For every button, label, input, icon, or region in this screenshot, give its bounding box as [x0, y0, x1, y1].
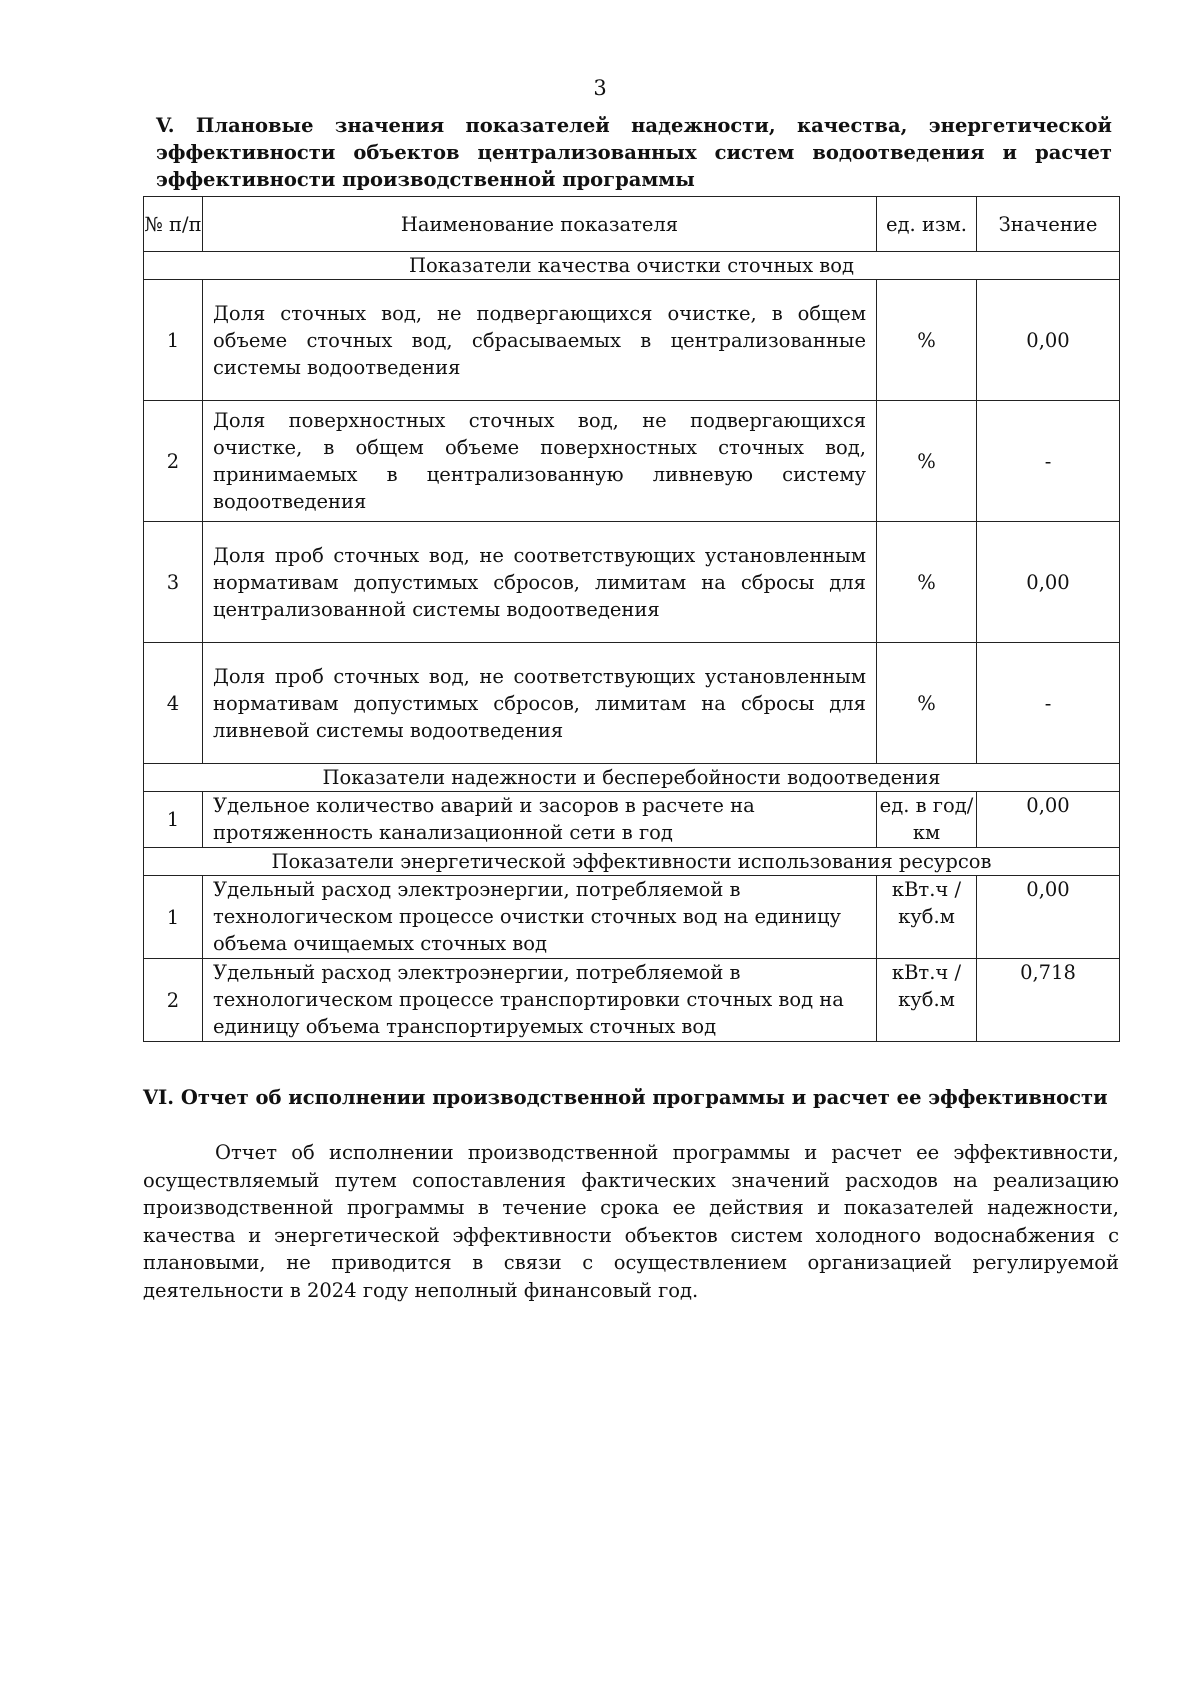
table-row [144, 792, 1120, 848]
row-name: Доля проб сточных вод, не соответствующих установленным нормативам допустимых сбросов, лимитам на сбросы для централизованной системы водоотведения [203, 522, 877, 643]
row-name: Доля проб сточных вод, не соответствующих установленным нормативам допустимых сбросов, лимитам на сбросы для ливневой системы водоотведения [203, 643, 877, 764]
header-num: № п/п [144, 197, 203, 252]
header-value: Значение [977, 197, 1120, 252]
table-row [144, 401, 1120, 522]
row-unit: кВт.ч / куб.м [877, 959, 977, 1042]
row-num: 3 [144, 522, 203, 643]
page-number: 3 [593, 76, 607, 100]
row-value: 0,718 [977, 959, 1120, 1042]
row-value: 0,00 [977, 280, 1120, 401]
section-vi-paragraph: Отчет об исполнении производственной программы и расчет ее эффективности, осуществляемый путем сопоставления фактических значений расходов на реализацию производственной программы в течение срока ее действия и показателей надежности, качества и энергетической эффективности объектов систем холодного водоснабжения с плановыми, не приводится в связи с осуществлением организацией регулируемой деятельности в 2024 году неполный финансовый год. [143, 1141, 1119, 1302]
group-row [144, 764, 1120, 792]
section-vi-title: VI. Отчет об исполнении производственной программы и расчет ее эффективности [143, 1086, 1108, 1109]
table-row [144, 280, 1120, 401]
row-value: 0,00 [977, 876, 1120, 959]
group-row [144, 252, 1120, 280]
row-name: Удельный расход электроэнергии, потребляемой в технологическом процессе очистки сточных вод на единицу объема очищаемых сточных вод [203, 876, 877, 959]
row-value: 0,00 [977, 792, 1120, 848]
table-row [144, 643, 1120, 764]
row-unit: % [877, 401, 977, 522]
row-value: - [977, 401, 1120, 522]
group-title: Показатели качества очистки сточных вод [144, 252, 1120, 280]
row-num: 1 [144, 792, 203, 848]
row-unit: кВт.ч / куб.м [877, 876, 977, 959]
row-num: 2 [144, 959, 203, 1042]
row-unit: ед. в год/ км [877, 792, 977, 848]
table-row [144, 959, 1120, 1042]
row-name: Удельное количество аварий и засоров в расчете на протяженность канализационной сети в год [203, 792, 877, 848]
row-name: Доля сточных вод, не подвергающихся очистке, в общем объеме сточных вод, сбрасываемых в централизованные системы водоотведения [203, 280, 877, 401]
group-row [144, 848, 1120, 876]
indicators-table [143, 196, 1120, 1042]
row-unit: % [877, 280, 977, 401]
group-title: Показатели надежности и бесперебойности водоотведения [144, 764, 1120, 792]
table-header-row [144, 197, 1120, 252]
row-name: Доля поверхностных сточных вод, не подвергающихся очистке, в общем объеме поверхностных сточных вод, принимаемых в централизованную ливневую систему водоотведения [203, 401, 877, 522]
row-name: Удельный расход электроэнергии, потребляемой в технологическом процессе транспортировки сточных вод на единицу объема транспортируемых сточных вод [203, 959, 877, 1042]
row-num: 2 [144, 401, 203, 522]
table-row [144, 522, 1120, 643]
table-row [144, 876, 1120, 959]
row-value: - [977, 643, 1120, 764]
group-title: Показатели энергетической эффективности использования ресурсов [144, 848, 1120, 876]
header-name: Наименование показателя [203, 197, 877, 252]
header-unit: ед. изм. [877, 197, 977, 252]
row-num: 1 [144, 876, 203, 959]
row-value: 0,00 [977, 522, 1120, 643]
row-num: 4 [144, 643, 203, 764]
row-num: 1 [144, 280, 203, 401]
row-unit: % [877, 522, 977, 643]
row-unit: % [877, 643, 977, 764]
section-v-title: V. Плановые значения показателей надежности, качества, энергетической эффективности объектов централизованных систем водоотведения и расчет эффективности производственной программы [156, 114, 1112, 191]
